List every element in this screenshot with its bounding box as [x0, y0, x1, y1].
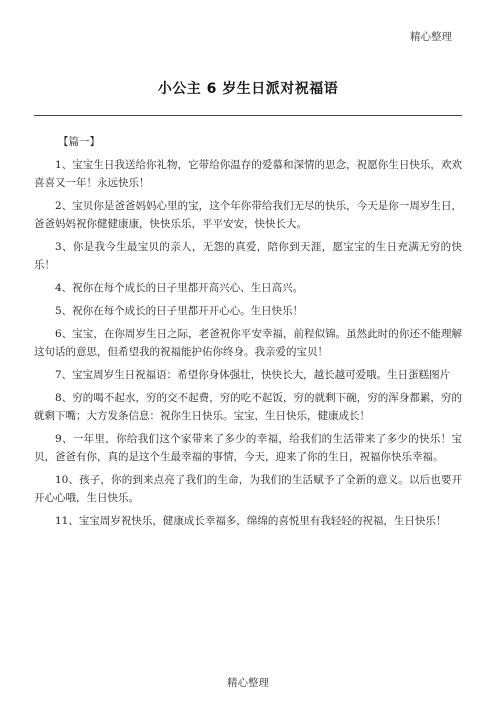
paragraph: 2、宝贝你是爸爸妈妈心里的宝，这个年你带给我们无尽的快乐，今天是你一周岁生日，爸爸妈妈祝你健健康康，快快乐乐，平平安安，快快长大。	[34, 200, 462, 230]
paragraph: 11、宝宝周岁祝快乐，健康成长幸福多，绵绵的喜悦里有我轻轻的祝福，生日快乐！	[55, 515, 447, 527]
paragraph: 8、穷的喝不起水，穷的交不起费，穷的吃不起饭，穷的就剩下碗，穷的浑身都累，穷的就剩下嘴；大方发条信息：祝你生日快乐。宝宝，生日快乐，健康成长！	[34, 392, 462, 422]
footer-note: 精心整理	[227, 677, 269, 689]
paragraph: 3、你是我今生最宝贝的亲人，无怨的真爱，陪你到天涯，愿宝宝的生日充满无穷的快乐！	[34, 241, 462, 271]
header-note: 精心整理	[410, 31, 452, 43]
document-title: 小公主 6 岁生日派对祝福语	[157, 81, 339, 97]
paragraph: 9、一年里，你给我们这个家带来了多少的幸福，给我们的生活带来了多少的快乐！宝贝，爸爸有你，真的是这个生最幸福的事情，今天，迎来了你的生日，祝福你快乐幸福。	[34, 433, 462, 463]
section-label: 【篇一】	[58, 136, 100, 148]
paragraph: 1、宝宝生日我送给你礼物，它带给你温存的爱慕和深情的思念，祝愿你生日快乐，欢欢喜喜又一年！永远快乐！	[34, 159, 462, 189]
paragraph: 6、宝宝，在你周岁生日之际，老爸祝你平安幸福，前程似锦。虽然此时的你还不能理解这句话的意思，但希望我的祝福能护佑你终身。我亲爱的宝贝！	[34, 328, 462, 358]
paragraph: 4、祝你在每个成长的日子里都开高兴心、生日高兴。	[55, 282, 304, 294]
title-divider	[34, 115, 462, 116]
paragraph: 10、孩子，你的到来点亮了我们的生命，为我们的生活赋予了全新的意义。以后也要开开心心哦，生日快乐。	[34, 474, 462, 504]
document-body	[34, 133, 462, 535]
paragraph: 5、祝你在每个成长的日子里都开开心心。生日快乐！	[55, 305, 304, 317]
paragraph: 7、宝宝周岁生日祝福语：希望你身体强壮，快快长大，越长越可爱哦。生日蛋糕图片	[55, 369, 451, 381]
